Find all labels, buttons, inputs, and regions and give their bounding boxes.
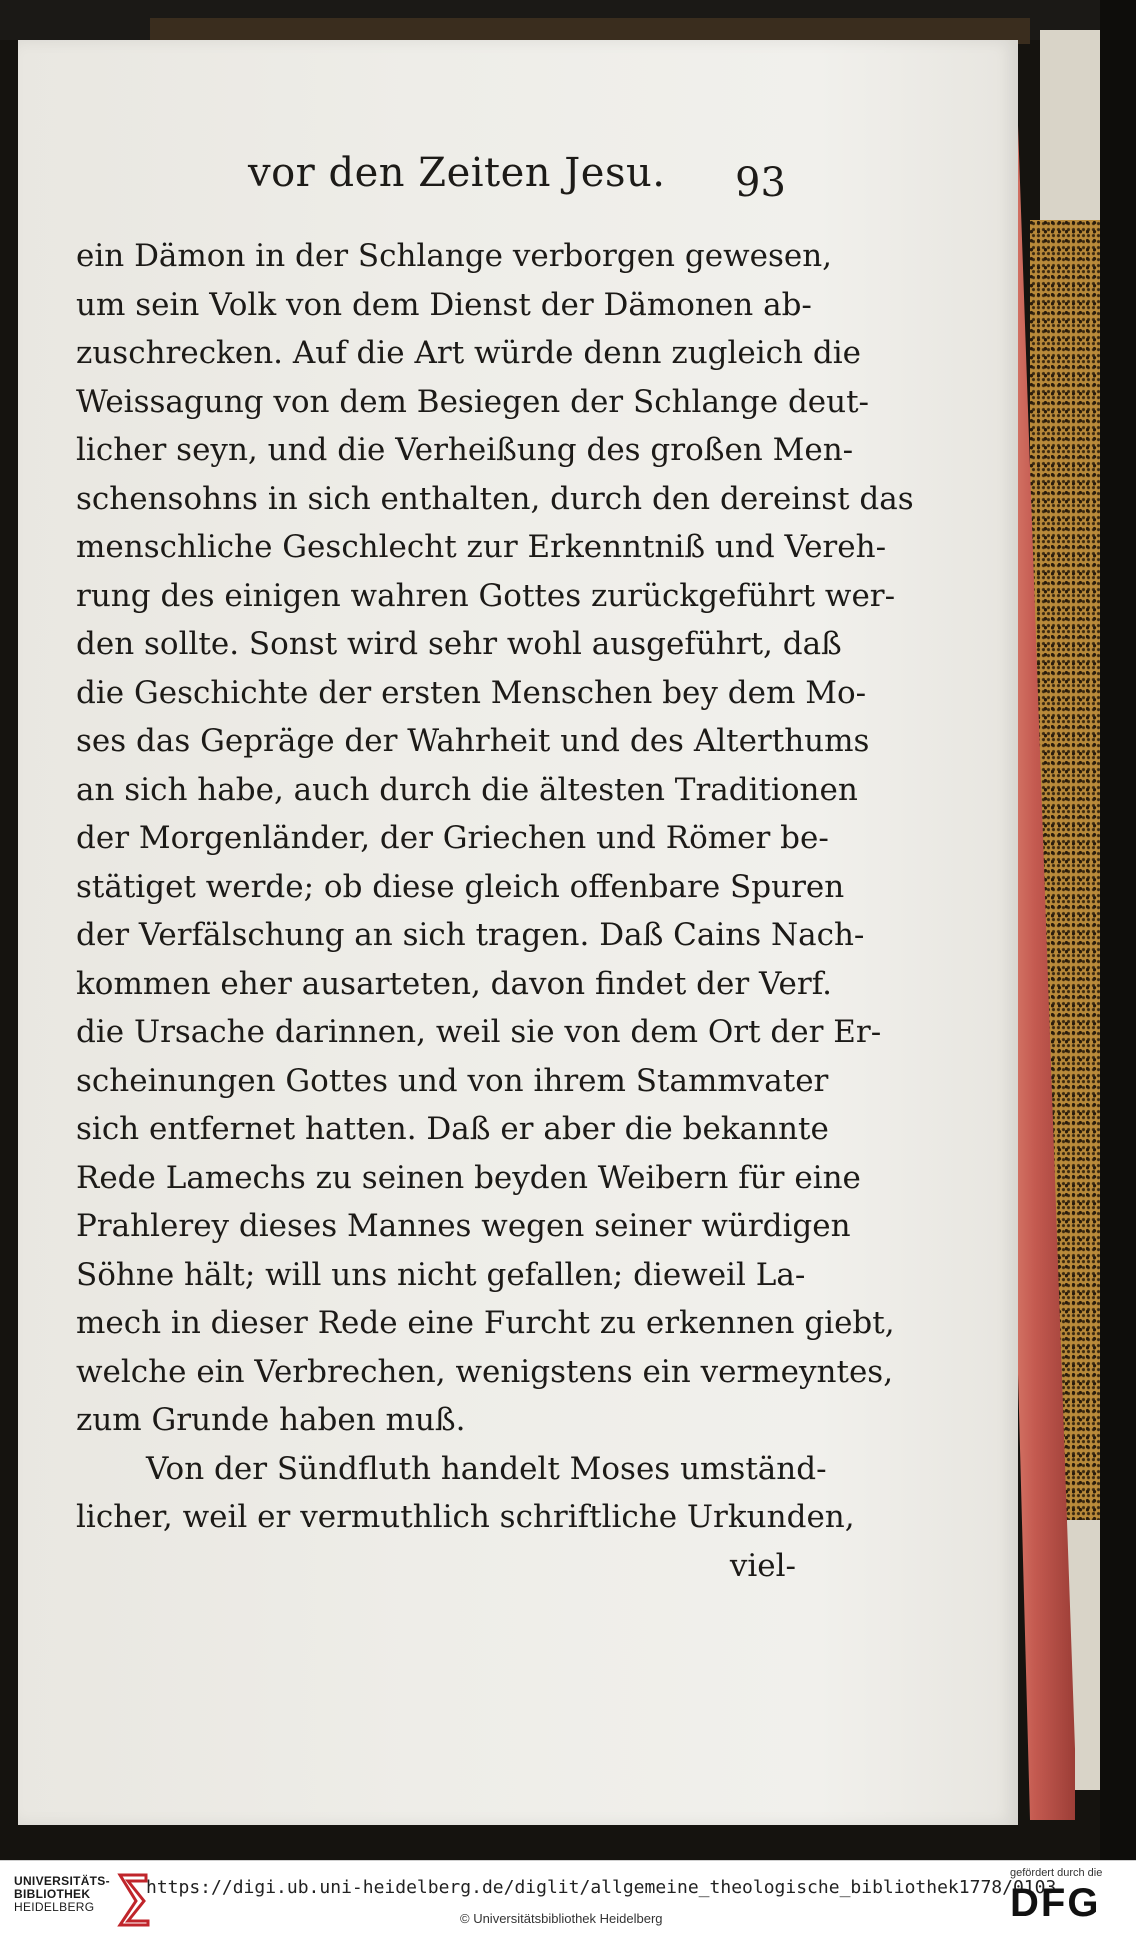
text-line: um sein Volk von dem Dienst der Dämonen ab-	[76, 286, 812, 323]
text-line: mech in dieser Rede eine Furcht zu erkennen giebt,	[76, 1305, 895, 1341]
ub-heidelberg-logo[interactable]	[14, 1875, 110, 1914]
text-line: ein Dämon in der Schlange verborgen gewesen,	[76, 238, 833, 274]
logo-text-line2: BIBLIOTHEK	[14, 1887, 91, 1901]
text-line: Prahlerey dieses Mannes wegen seiner würdigen	[76, 1208, 851, 1244]
text-line-paragraph-end: zum Grunde haben muß.	[76, 1402, 466, 1438]
text-line: sich entfernet hatten. Daß er aber die bekannte	[76, 1111, 829, 1147]
text-line: menschliche Geschlecht zur Erkenntniß und Vereh-	[76, 529, 887, 565]
text-line: kommen eher ausarteten, davon findet der Verf.	[76, 965, 832, 1002]
text-line: welche ein Verbrechen, wenigstens ein vermeyntes,	[76, 1353, 894, 1390]
text-line: die Ursache darinnen, weil sie von dem Ort der Er-	[76, 1014, 882, 1050]
text-line: die Geschichte der ersten Menschen bey dem Mo-	[76, 674, 867, 711]
body-text	[76, 232, 914, 1590]
catchword: viel-	[729, 1547, 796, 1584]
viewer-footer	[0, 1860, 1136, 1940]
text-line: Weissagung von dem Besiegen der Schlange deut-	[76, 383, 870, 420]
text-line: schensohns in sich enthalten, durch den dereinst das	[76, 480, 914, 517]
text-line: licher seyn, und die Verheißung des großen Men-	[76, 432, 854, 468]
text-line: der Verfälschung an sich tragen. Daß Cains Nach-	[76, 917, 865, 953]
text-line: Söhne hält; will uns nicht gefallen; dieweil La-	[76, 1256, 806, 1293]
text-line: den sollte. Sonst wird sehr wohl ausgeführt, daß	[76, 626, 842, 662]
text-line: Rede Lamechs zu seinen beyden Weibern für eine	[76, 1159, 861, 1196]
text-line: licher, weil er vermuthlich schriftliche Urkunden,	[76, 1499, 855, 1535]
text-line: der Morgenländer, der Griechen und Römer be-	[76, 820, 829, 856]
permalink-url[interactable]: https://digi.ub.uni-heidelberg.de/diglit/allgemeine_theologische_bibliothek1778/0103	[146, 1877, 1057, 1898]
dfg-logo[interactable]: DFG	[1010, 1881, 1101, 1925]
logo-text-line3: HEIDELBERG	[14, 1900, 95, 1914]
scan-border-right	[1100, 0, 1136, 1860]
text-line: zuschrecken. Auf die Art würde denn zugleich die	[76, 335, 861, 371]
funded-by-label: gefördert durch die	[1010, 1867, 1103, 1879]
running-head: vor den Zeiten Jesu.	[248, 150, 666, 196]
text-line: ses das Gepräge der Wahrheit und des Alterthums	[76, 723, 870, 759]
text-line: an sich habe, auch durch die ältesten Traditionen	[76, 771, 858, 808]
text-line: rung des einigen wahren Gottes zurückgeführt wer-	[76, 577, 896, 614]
page-number: 93	[735, 160, 786, 206]
text-line: scheinungen Gottes und von ihrem Stammvater	[76, 1062, 829, 1099]
logo-text-line1: UNIVERSITÄTS-	[14, 1874, 110, 1888]
copyright-notice: © Universitätsbibliothek Heidelberg	[460, 1911, 663, 1926]
text-line: stätiget werde; ob diese gleich offenbare Spuren	[76, 868, 845, 905]
text-line-paragraph-start: Von der Sündfluth handelt Moses umständ-	[146, 1450, 827, 1487]
